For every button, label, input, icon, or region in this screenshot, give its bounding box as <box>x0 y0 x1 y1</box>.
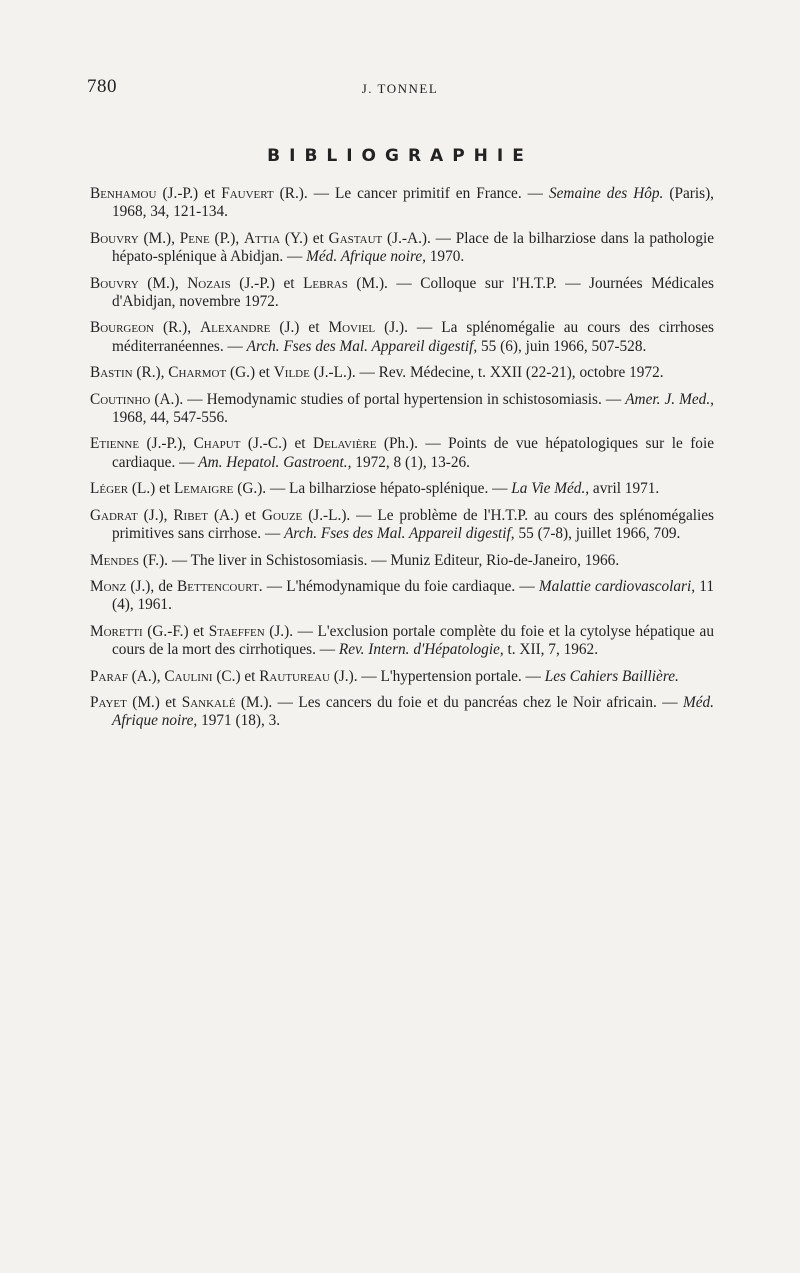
author-name: Charmot <box>168 364 227 382</box>
author-name: Attia <box>243 229 281 247</box>
entry-text: (Y.) et <box>280 229 329 247</box>
author-name: Ribet <box>173 506 209 524</box>
entry-text: (C.) et <box>212 667 260 685</box>
author-name: Bettencourt <box>177 577 259 595</box>
journal-title: Méd. Afrique noire, <box>112 693 714 730</box>
bibliography-list <box>90 185 714 739</box>
author-name: Mendes <box>90 551 140 569</box>
author-name: Moviel <box>328 319 376 337</box>
bibliography-entry <box>90 185 714 222</box>
entry-text: (M.). — Les cancers du foie et du pancréas chez le Noir africain. — <box>235 693 683 711</box>
entry-text: (J.-P.), <box>139 435 194 453</box>
journal-title: Amer. J. Med., <box>625 390 714 408</box>
author-name: Bourgeon <box>90 319 154 337</box>
entry-text: (J.). — L'exclusion portale complète du foie et la cytolyse hépatique au cours de la mort des cirrhotiques. — <box>112 622 714 659</box>
journal-title: Arch. Fses des Mal. Appareil digestif, <box>246 337 478 355</box>
journal-title: Malattie cardiovascolari, <box>538 577 696 595</box>
running-head: J. TONNEL <box>361 81 439 96</box>
entry-text: (M.), <box>138 274 188 292</box>
entry-text: (M.), <box>138 229 180 247</box>
bibliography-entry <box>90 391 714 428</box>
page-number: 780 <box>87 76 117 97</box>
entry-text: . — L'hémodynamique du foie cardiaque. — <box>258 577 539 595</box>
author-name: Nozais <box>187 274 231 292</box>
author-name: Vilde <box>273 364 310 382</box>
entry-text: (J.-L.). — Le problème de l'H.T.P. au cours des splénomégalies primitives sans cirrhose. — <box>112 506 714 543</box>
author-name: Bastin <box>90 364 133 382</box>
bibliography-entry <box>90 364 714 382</box>
entry-text: (J.-A.). — Place de la bilharziose dans la pathologie hépato-splénique à Abidjan. — <box>112 229 715 266</box>
bibliography-entry <box>90 435 714 472</box>
entry-text: (R.), <box>132 364 169 382</box>
entry-text: (J.). — La splénomégalie au cours des cirrhoses méditerranéennes. — <box>112 319 714 355</box>
author-name: Benhamou <box>90 185 157 202</box>
entry-text: (R.), <box>153 319 201 337</box>
entry-text: 11 (4), 1961. <box>112 577 715 614</box>
journal-title: La Vie Méd., <box>511 480 590 498</box>
entry-text: (A.) et <box>208 506 262 524</box>
author-name: Gastaut <box>328 229 383 247</box>
bibliography-entry <box>90 480 714 498</box>
bibliography-entry <box>90 578 714 615</box>
author-name: Sankalé <box>181 693 236 711</box>
author-name: Lemaigre <box>173 480 234 498</box>
entry-text: (R.). — Le cancer primitif en France. — <box>273 185 549 202</box>
journal-title: Méd. Afrique noire, <box>306 248 426 266</box>
entry-text: (J.). — L'hypertension portale. — <box>329 667 545 685</box>
journal-title: Semaine des Hôp. <box>548 185 664 202</box>
entry-text: 1972, 8 (1), 13-26. <box>351 453 471 471</box>
bibliography-entry <box>90 507 714 544</box>
journal-title: Am. Hepatol. Gastroent., <box>198 453 352 471</box>
author-name: Staeffen <box>208 622 265 640</box>
author-name: Bouvry <box>90 274 139 292</box>
entry-text: (L.) et <box>128 480 174 498</box>
journal-title: Arch. Fses des Mal. Appareil digestif, <box>284 525 515 543</box>
entry-text: (Ph.). — Points de vue hépatologiques sur le foie cardiaque. — <box>112 435 714 471</box>
entry-text: (F.). — The liver in Schistosomiasis. — Muniz Editeur, Rio-de-Janeiro, 1966. <box>139 551 620 569</box>
entry-text: (J.-P.) et <box>230 274 304 292</box>
author-name: Alexandre <box>200 319 271 337</box>
author-name: Pene <box>179 229 210 247</box>
entry-text: 55 (7-8), juillet 1966, 709. <box>514 525 681 543</box>
entry-text: 1968, 44, 547-556. <box>112 409 228 427</box>
bibliography-entry <box>90 668 714 686</box>
entry-text: (G.). — La bilharziose hépato-splénique. — <box>233 480 512 498</box>
author-name: Chaput <box>193 435 241 453</box>
author-name: Etienne <box>90 435 140 453</box>
bibliography-entry <box>90 552 714 570</box>
author-name: Lebras <box>303 274 348 292</box>
entry-text: (Paris), 1968, 34, 121-134. <box>112 185 714 221</box>
bibliography-entry <box>90 275 714 312</box>
author-name: Coutinho <box>90 390 151 408</box>
entry-text: (G.) et <box>226 364 274 382</box>
entry-text: (J.-P.) et <box>156 185 222 202</box>
entry-text: t. XII, 7, 1962. <box>503 641 599 659</box>
section-title: BIBLIOGRAPHIE <box>267 146 533 166</box>
author-name: Fauvert <box>221 185 274 202</box>
author-name: Léger <box>90 480 129 498</box>
entry-text: (A.). — Hemodynamic studies of portal hypertension in schistosomiasis. — <box>150 390 626 408</box>
entry-text: (A.), <box>127 667 165 685</box>
entry-text: (J.-L.). — Rev. Médecine, t. XXII (22-21), octobre 1972. <box>309 364 664 382</box>
author-name: Caulini <box>164 667 213 685</box>
entry-text: 1970. <box>425 248 465 266</box>
author-name: Paraf <box>90 667 128 685</box>
entry-text: 55 (6), juin 1966, 507-528. <box>477 337 647 355</box>
entry-text: (M.). — Colloque sur l'H.T.P. — Journées Médicales d'Abidjan, novembre 1972. <box>112 274 714 311</box>
author-name: Monz <box>90 577 127 595</box>
entry-text: (J.-C.) et <box>240 435 314 453</box>
entry-text: 1971 (18), 3. <box>197 712 281 730</box>
author-name: Gadrat <box>90 506 138 524</box>
author-name: Delavière <box>313 435 377 453</box>
author-name: Payet <box>90 693 127 711</box>
author-name: Gouze <box>261 506 303 524</box>
entry-text: (J.), de <box>126 577 178 595</box>
entry-text: (J.) et <box>270 319 329 337</box>
entry-text: (J.), <box>137 506 174 524</box>
bibliography-entry <box>90 230 714 267</box>
journal-title: Les Cahiers Baillière. <box>544 667 679 685</box>
entry-text: (P.), <box>209 229 244 247</box>
bibliography-entry <box>90 319 714 356</box>
bibliography-entry <box>90 623 714 660</box>
author-name: Moretti <box>90 622 143 640</box>
journal-title: Rev. Intern. d'Hépatologie, <box>338 641 504 659</box>
entry-text: (M.) et <box>126 693 182 711</box>
author-name: Rautureau <box>259 667 330 685</box>
entry-text: avril 1971. <box>589 480 660 498</box>
author-name: Bouvry <box>90 229 139 247</box>
entry-text: (G.-F.) et <box>142 622 209 640</box>
bibliography-entry <box>90 694 714 731</box>
